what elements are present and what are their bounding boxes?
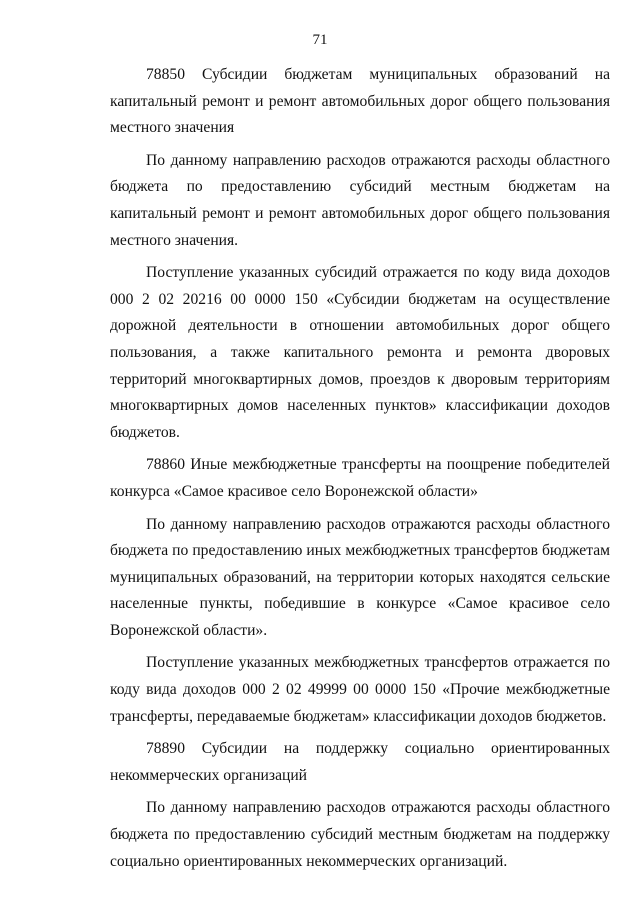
page-number: 71 xyxy=(312,32,328,48)
document-body xyxy=(110,62,610,875)
paragraph-78850-description: По данному направлению расходов отражаются расходы областного бюджета по предоставлению субсидий местным бюджетам на капитальный ремонт и ремонт автомобильных дорог общего пользования местного значения. xyxy=(110,151,610,249)
section-heading-78850: 78850 Субсидии бюджетам муниципальных образований на капитальный ремонт и ремонт автомобильных дорог общего пользования местного значения xyxy=(110,66,610,137)
paragraph-78850-income-code: Поступление указанных субсидий отражается по коду вида доходов 000 2 02 20216 00 0000 150 «Субсидии бюджетам на осуществление дорожной деятельности в отношении автомобильных дорог общего пользования, а также капитального ремонта и ремонта дворовых территорий многоквартирных домов, проездов к дворовым территориям многоквартирных домов населенных пунктов» классификации доходов бюджетов. xyxy=(110,264,610,441)
paragraph-78860-income-code: Поступление указанных межбюджетных трансфертов отражается по коду вида доходов 000 2 02 49999 00 0000 150 «Прочие межбюджетные трансферты, передаваемые бюджетам» классификации доходов бюджетов. xyxy=(110,654,610,725)
section-heading-78860: 78860 Иные межбюджетные трансферты на поощрение победителей конкурса «Самое красивое село Воронежской области» xyxy=(110,456,610,500)
section-heading-78890: 78890 Субсидии на поддержку социально ориентированных некоммерческих организаций xyxy=(110,740,610,784)
paragraph-78860-description: По данному направлению расходов отражаются расходы областного бюджета по предоставлению иных межбюджетных трансфертов бюджетам муниципальных образований, на территории которых находятся сельские населенные пункты, победившие в конкурсе «Самое красивое село Воронежской области». xyxy=(110,515,610,639)
paragraph-78890-description: По данному направлению расходов отражаются расходы областного бюджета по предоставлению субсидий местным бюджетам на поддержку социально ориентированных некоммерческих организаций. xyxy=(110,799,610,870)
